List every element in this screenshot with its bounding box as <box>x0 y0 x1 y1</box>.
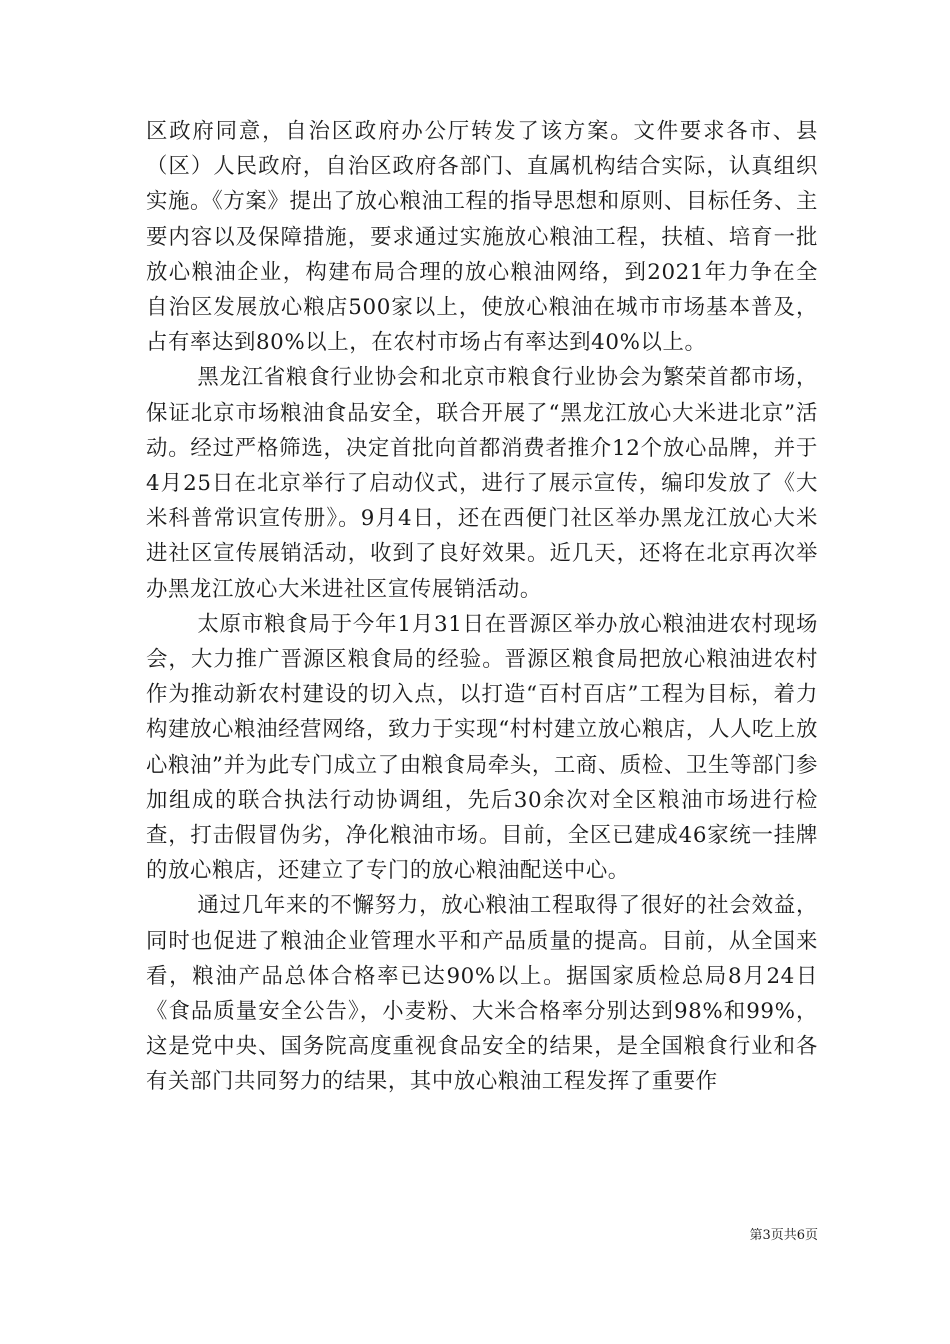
paragraph-continuation: 区政府同意，自治区政府办公厅转发了该方案。文件要求各市、县（区）人民政府，自治区政府各部门、直属机构结合实际，认真组织实施。《方案》提出了放心粮油工程的指导思想和原则、目标任务、主要内容以及保障措施，要求通过实施放心粮油工程，扶植、培育一批放心粮油企业，构建布局合理的放心粮油网络，到2021年力争在全自治区发展放心粮店500家以上，使放心粮油在城市市场基本普及，占有率达到80%以上，在农村市场占有率达到40%以上。 <box>146 119 818 356</box>
document-body <box>146 114 818 1100</box>
page-number: 第3页共6页 <box>749 1228 818 1243</box>
paragraph-taiyuan: 太原市粮食局于今年1月31日在晋源区举办放心粮油进农村现场会，大力推广晋源区粮食局的经验。晋源区粮食局把放心粮油进农村作为推动新农村建设的切入点，以打造“百村百店”工程为目标，着力构建放心粮油经营网络，致力于实现“村村建立放心粮店，人人吃上放心粮油”并为此专门成立了由粮食局牵头，工商、质检、卫生等部门参加组成的联合执法行动协调组，先后30余次对全区粮油市场进行检查，打击假冒伪劣，净化粮油市场。目前，全区已建成46家统一挂牌的放心粮店，还建立了专门的放心粮油配送中心。 <box>146 611 818 884</box>
paragraph-achievements: 通过几年来的不懈努力，放心粮油工程取得了很好的社会效益，同时也促进了粮油企业管理水平和产品质量的提高。目前，从全国来看，粮油产品总体合格率已达90%以上。据国家质检总局8月24日《食品质量安全公告》，小麦粉、大米合格率分别达到98%和99%，这是党中央、国务院高度重视食品安全的结果，是全国粮食行业和各有关部门共同努力的结果，其中放心粮油工程发挥了重要作 <box>146 893 818 1095</box>
paragraph-heilongjiang: 黑龙江省粮食行业协会和北京市粮食行业协会为繁荣首都市场，保证北京市场粮油食品安全，联合开展了“黑龙江放心大米进北京”活动。经过严格筛选，决定首批向首都消费者推介12个放心品牌，并于4月25日在北京举行了启动仪式，进行了展示宣传，编印发放了《大米科普常识宣传册》。9月4日，还在西便门社区举办黑龙江放心大米进社区宣传展销活动，收到了良好效果。近几天，还将在北京再次举办黑龙江放心大米进社区宣传展销活动。 <box>146 365 818 602</box>
